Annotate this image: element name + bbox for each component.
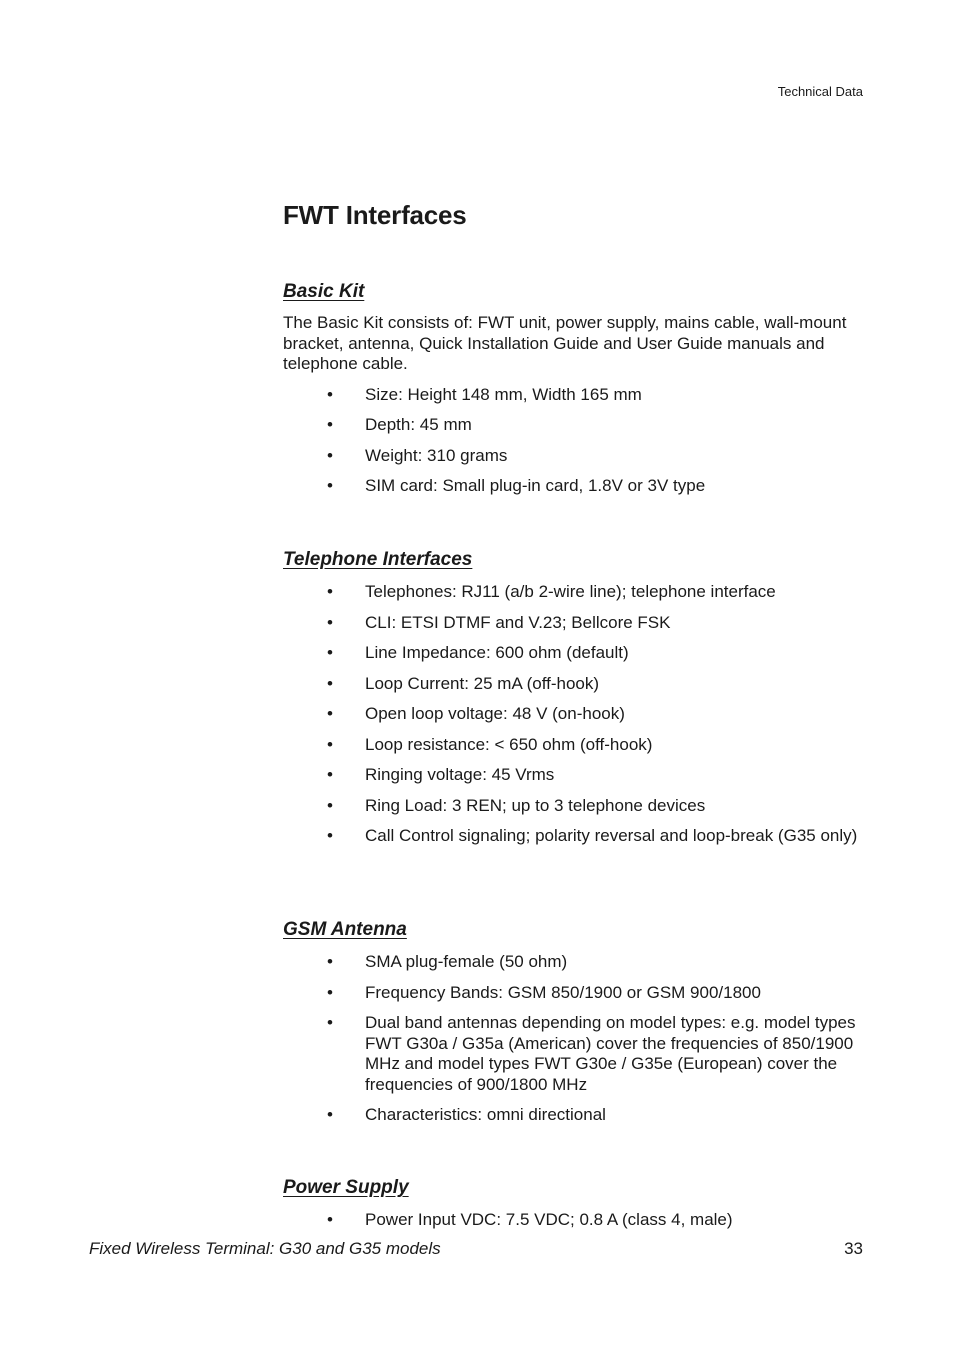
telephone-interfaces-list	[283, 582, 868, 847]
power-supply-list	[283, 1210, 868, 1231]
running-header: Technical Data	[777, 84, 863, 99]
page-title: FWT Interfaces	[283, 200, 467, 230]
bullet-icon: •	[327, 415, 333, 434]
list-item	[283, 1013, 868, 1095]
list-item	[283, 613, 868, 634]
list-item	[283, 735, 868, 756]
list-item-text: Call Control signaling; polarity reversal and loop-break (G35 only)	[365, 826, 858, 845]
page-content	[283, 198, 868, 1229]
list-item	[283, 582, 868, 603]
basic-kit-intro: The Basic Kit consists of: FWT unit, power supply, mains cable, wall-mount bracket, antenna, Quick Installation Guide and User Guide manuals and telephone cable.	[283, 313, 847, 373]
bullet-icon: •	[327, 476, 333, 495]
list-item-text: Characteristics: omni directional	[365, 1105, 606, 1124]
list-item-text: Ring Load: 3 REN; up to 3 telephone devices	[365, 795, 706, 815]
list-item	[283, 983, 868, 1004]
list-item-text: Telephones: RJ11 (a/b 2-wire line); telephone interface	[365, 582, 776, 601]
bullet-icon: •	[327, 1210, 333, 1229]
list-item-text: Weight: 310 grams	[365, 445, 508, 465]
bullet-icon: •	[327, 765, 333, 784]
list-item-text: Ringing voltage: 45 Vrms	[365, 765, 555, 784]
list-item-text: CLI: ETSI DTMF and V.23; Bellcore FSK	[365, 612, 671, 632]
list-item-text: Dual band antennas depending on model types: e.g. model types FWT G30a / G35a (American) cover the frequencies of 850/1900 MHz and model types FWT G30e / G35e (European) cover the frequencies of 900/1800 MHz	[365, 1013, 856, 1094]
section-gsm-antenna	[283, 918, 868, 1126]
bullet-icon: •	[327, 1013, 333, 1032]
list-item	[283, 704, 868, 725]
list-item	[283, 952, 868, 973]
basic-kit-list	[283, 385, 868, 497]
section-heading-gsm-antenna: GSM Antenna	[283, 919, 407, 940]
bullet-icon: •	[327, 673, 333, 693]
section-power-supply	[283, 1176, 868, 1231]
bullet-icon: •	[327, 734, 333, 754]
bullet-icon: •	[327, 445, 333, 465]
bullet-icon: •	[327, 982, 333, 1002]
list-item	[283, 674, 868, 695]
list-item-text: Loop Current: 25 mA (off-hook)	[365, 673, 600, 693]
bullet-icon: •	[327, 384, 333, 404]
bullet-icon: •	[327, 643, 333, 662]
section-heading-power-supply: Power Supply	[283, 1177, 409, 1198]
list-item	[283, 826, 868, 847]
list-item-text: SMA plug-female (50 ohm)	[365, 952, 568, 971]
section-heading-telephone-interfaces: Telephone Interfaces	[283, 549, 473, 570]
bullet-icon: •	[327, 1105, 333, 1124]
bullet-icon: •	[327, 704, 333, 723]
section-heading-basic-kit: Basic Kit	[283, 281, 365, 302]
bullet-icon: •	[327, 952, 333, 971]
bullet-icon: •	[327, 582, 333, 601]
list-item-text: Frequency Bands: GSM 850/1900 or GSM 900/1800	[365, 982, 761, 1002]
list-item	[283, 415, 868, 436]
list-item-text: Power Input VDC: 7.5 VDC; 0.8 A (class 4, male)	[365, 1210, 733, 1229]
footer-document-title: Fixed Wireless Terminal: G30 and G35 models	[89, 1239, 441, 1258]
list-item-text: SIM card: Small plug-in card, 1.8V or 3V type	[365, 476, 706, 495]
list-item	[283, 476, 868, 497]
footer-page-number: 33	[844, 1239, 863, 1258]
list-item	[283, 765, 868, 786]
list-item-text: Open loop voltage: 48 V (on-hook)	[365, 704, 625, 723]
list-item-text: Depth: 45 mm	[365, 415, 472, 434]
list-item	[283, 1210, 868, 1231]
list-item	[283, 796, 868, 817]
bullet-icon: •	[327, 795, 333, 815]
list-item-text: Line Impedance: 600 ohm (default)	[365, 643, 629, 662]
list-item	[283, 446, 868, 467]
list-item-text: Loop resistance: < 650 ohm (off-hook)	[365, 734, 653, 754]
section-telephone-interfaces	[283, 548, 868, 847]
bullet-icon: •	[327, 612, 333, 632]
list-item-text: Size: Height 148 mm, Width 165 mm	[365, 384, 642, 404]
list-item	[283, 1105, 868, 1126]
list-item	[283, 643, 868, 664]
gsm-antenna-list	[283, 952, 868, 1126]
list-item	[283, 385, 868, 406]
bullet-icon: •	[327, 826, 333, 845]
section-basic-kit	[283, 280, 868, 497]
